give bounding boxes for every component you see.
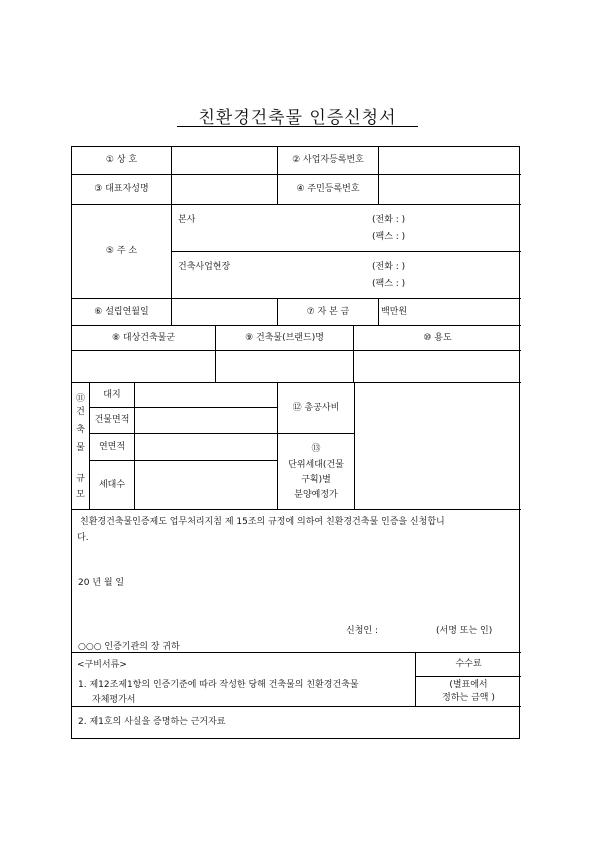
building-brand-name-label: ⑨ 건축물(브랜드)명 [245, 332, 324, 343]
unit-price-number: ⑬ [311, 444, 321, 454]
total-construction-cost-label: ⑫ 총공사비 [292, 402, 340, 413]
row-divider [415, 676, 521, 677]
hq-fax-label: (팩스 : ) [372, 232, 406, 242]
row-divider [72, 706, 521, 707]
building-scale-char: 모 [76, 490, 85, 500]
column-divider [171, 298, 172, 325]
required-document-1-cont: 자체평가서 [92, 695, 136, 705]
total-floor-area-label: 연면적 [98, 441, 126, 452]
column-divider [354, 382, 355, 509]
usage-label: ⑩ 용도 [423, 332, 452, 343]
building-scale-char: 규 [76, 474, 85, 484]
signature-label: (서명 또는 인) [436, 626, 493, 636]
row-divider [277, 433, 354, 434]
company-name-label: ① 상 호 [105, 155, 138, 165]
recipient-label: ○○○ 인증기관의 장 귀하 [78, 642, 180, 652]
fee-header: 수수료 [455, 659, 482, 669]
capital-label: ⑦ 자 본 금 [306, 306, 350, 317]
headquarters-label: 본사 [178, 215, 196, 225]
column-divider [378, 147, 379, 204]
household-count-label: 세대수 [98, 479, 126, 490]
construction-site-label: 건축사업현장 [178, 262, 231, 272]
application-statement-end: 다. [77, 533, 89, 543]
row-divider [72, 350, 521, 351]
target-building-group-label: ⑧ 대상건축물군 [111, 332, 176, 343]
hq-phone-label: (전화 : ) [372, 215, 406, 225]
column-divider [171, 147, 172, 204]
building-scale-char: 축 [76, 425, 85, 435]
address-label: ⑤ 주 소 [105, 246, 138, 256]
building-scale-number: ⑪ [75, 394, 85, 404]
required-document-1: 1. 제12조제1항의 인증기준에 따라 작성한 당해 건축물의 친환경건축물 [78, 680, 359, 690]
form-title: 친환경건축물 인증신청서 [198, 108, 397, 128]
column-divider [134, 382, 135, 509]
column-divider [171, 204, 172, 298]
fee-note: (별표에서 [449, 680, 488, 690]
building-area-label: 건물면적 [94, 415, 130, 425]
site-phone-label: (전화 : ) [372, 262, 406, 272]
fee-note-cont: 정하는 금액 ) [442, 693, 495, 703]
capital-unit: 백만원 [381, 307, 408, 317]
application-form-table [71, 146, 520, 739]
representative-name-label: ③ 대표자성명 [94, 184, 149, 194]
column-divider [378, 298, 379, 325]
row-divider [171, 251, 521, 252]
unit-price-label: 구획)별 [301, 475, 331, 485]
row-divider [72, 509, 521, 510]
required-documents-header: <구비서류> [77, 660, 127, 670]
unit-price-label: 단위세대(건물 [288, 460, 344, 470]
business-reg-number-label: ② 사업자등록번호 [292, 155, 364, 165]
establishment-date-label: ⑥ 설립연월일 [94, 306, 149, 317]
applicant-label: 신청인 : [346, 626, 378, 636]
building-scale-char: 건 [76, 407, 85, 417]
required-document-2: 2. 제1호의 사실을 증명하는 근거자료 [78, 717, 226, 727]
site-fax-label: (팩스 : ) [372, 279, 406, 289]
unit-price-label: 분양예정가 [294, 490, 338, 500]
site-area-label: 대지 [103, 389, 121, 400]
resident-reg-number-label: ④ 주민등록번호 [296, 184, 360, 194]
title-underline [177, 126, 418, 127]
building-scale-char: 물 [76, 443, 85, 453]
application-statement: 친환경건축물인증제도 업무처리지침 제 15조의 규정에 의하여 친환경건축물 인증을 신청합니 [80, 517, 445, 527]
application-date: 20 년 월 일 [78, 578, 125, 588]
